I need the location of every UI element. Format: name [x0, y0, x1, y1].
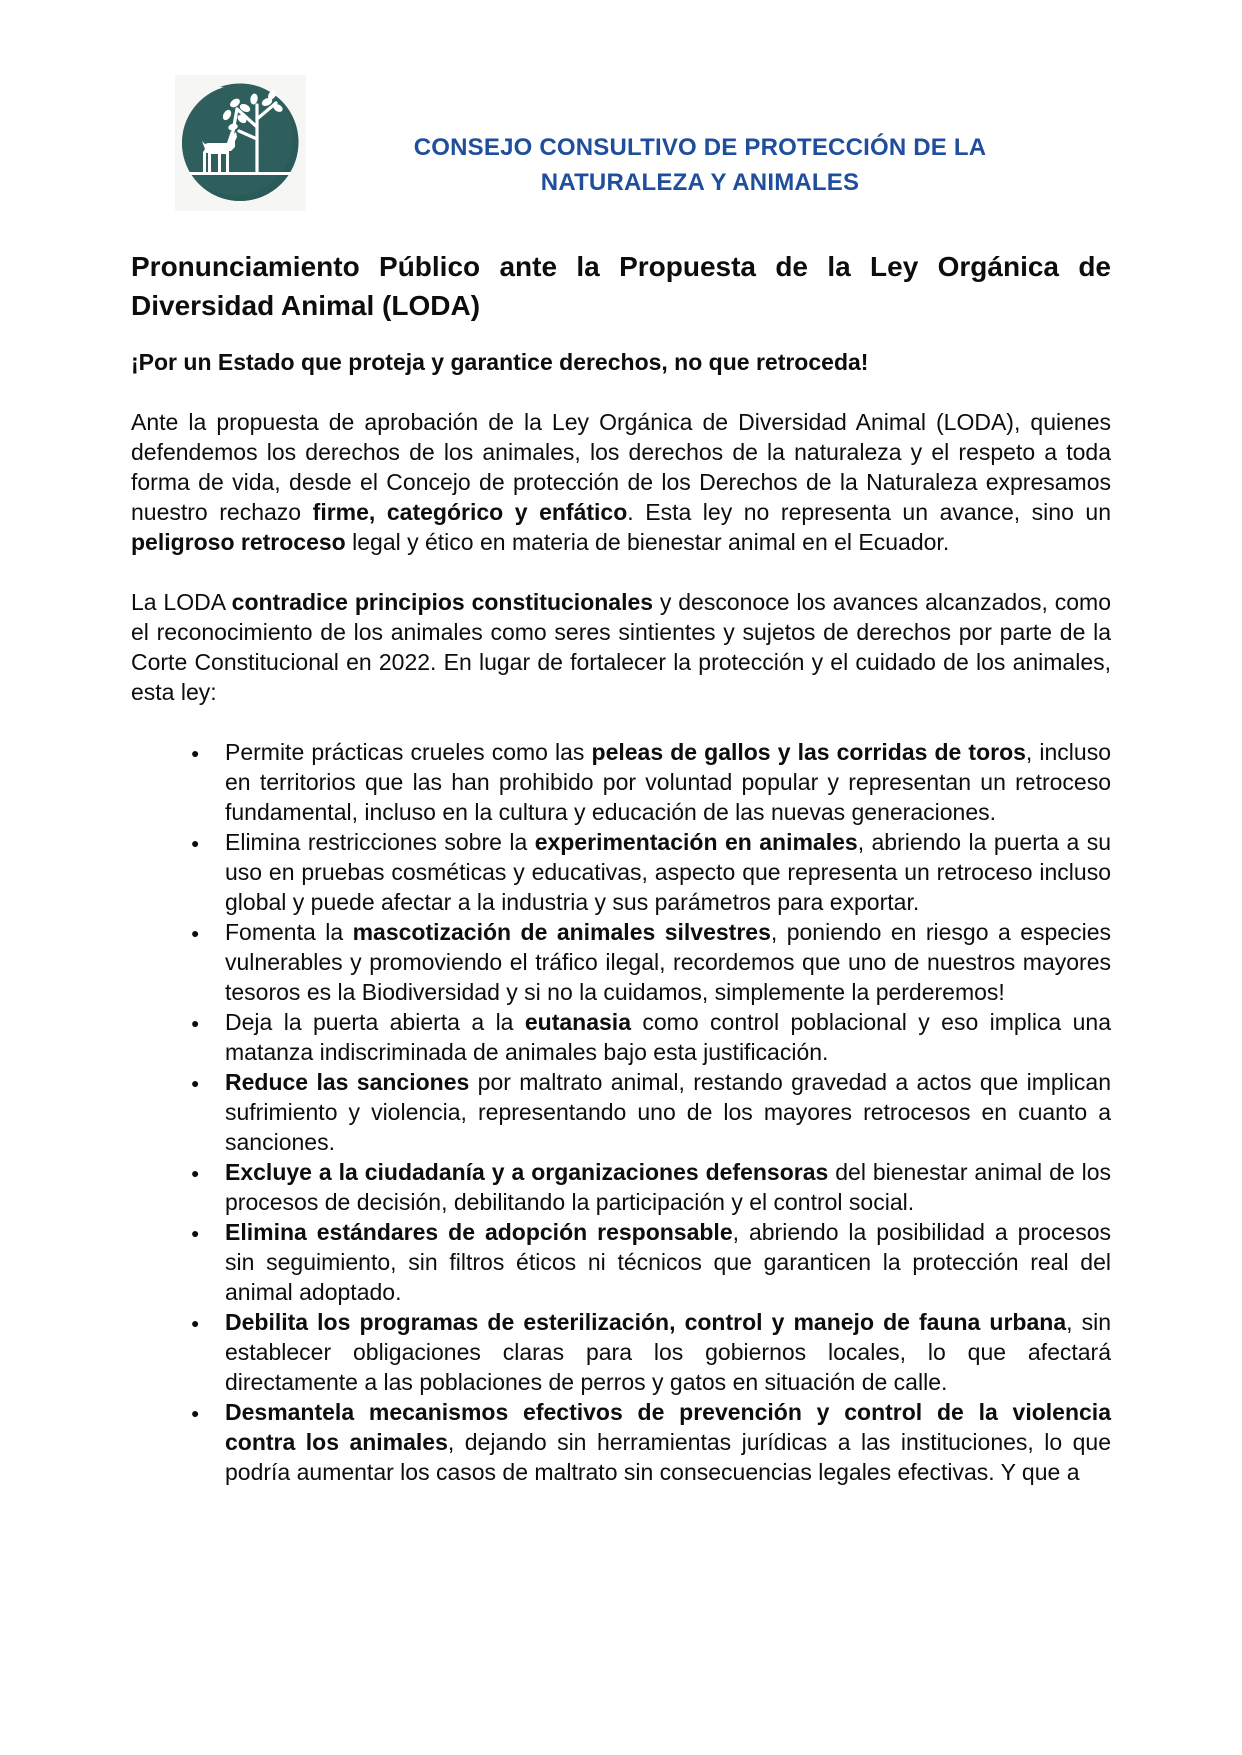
document-subtitle: ¡Por un Estado que proteja y garantice derechos, no que retroceda! — [131, 349, 869, 375]
bullet-item-reduce-sanciones: ● Reduce las sanciones por maltrato animal, restando gravedad a actos que implican sufrimiento y violencia, representando uno de los mayores retrocesos en cuanto a sanciones. — [225, 1067, 1111, 1157]
document-header — [131, 75, 1111, 211]
bullet-item-esterilizacion: ● Debilita los programas de esterilización, control y manejo de fauna urbana, sin establecer obligaciones claras para los gobiernos locales, lo que afectará directamente a las poblaciones de perros y gatos en situación de calle. — [225, 1307, 1111, 1397]
bullet-item-mascotizacion: ● Fomenta la mascotización de animales silvestres, poniendo en riesgo a especies vulnerables y promoviendo el tráfico ilegal, recordemos que uno de nuestros mayores tesoros es la Biodiversidad y si no la cuidamos, simplemente la perderemos! — [225, 917, 1111, 1007]
paragraph-loda-contradice: La LODA contradice principios constitucionales y desconoce los avances alcanzados, como el reconocimiento de los animales como seres sintientes y sujetos de derechos por parte de la Corte Constitucional en 2022. En lugar de fortalecer la protección y el cuidado de los animales, esta ley: — [131, 589, 1111, 705]
bullet-item-peleas-gallos: ● Permite prácticas crueles como las peleas de gallos y las corridas de toros, incluso en territorios que las han prohibido por voluntad popular y representan un retroceso fundamental, incluso en la cultura y educación de las nuevas generaciones. — [225, 737, 1111, 827]
bullet-item-desmantela-mecanismos: ● Desmantela mecanismos efectivos de prevención y control de la violencia contra los animales, dejando sin herramientas jurídicas a las instituciones, lo que podría aumentar los casos de maltrato sin consecuencias legales efectivas. Y que a — [225, 1397, 1111, 1487]
bullet-item-experimentacion: ● Elimina restricciones sobre la experimentación en animales, abriendo la puerta a su uso en pruebas cosméticas y educativas, aspecto que representa un retroceso incluso global y puede afectar a la industria y sus parámetros para exportar. — [225, 827, 1111, 917]
bullet-list — [131, 737, 1111, 1487]
org-name — [390, 130, 1010, 200]
bullet-item-adopcion-responsable: ● Elimina estándares de adopción responsable, abriendo la posibilidad a procesos sin seguimiento, sin filtros éticos ni técnicos que garanticen la protección real del animal adoptado. — [225, 1217, 1111, 1307]
bullet-item-excluye-ciudadania: ● Excluye a la ciudadanía y a organizaciones defensoras del bienestar animal de los procesos de decisión, debilitando la participación y el control social. — [225, 1157, 1111, 1217]
org-logo — [175, 75, 306, 211]
paragraph-intro: Ante la propuesta de aprobación de la Ley Orgánica de Diversidad Animal (LODA), quienes defendemos los derechos de los animales, los derechos de la naturaleza y el respeto a toda forma de vida, desde el Concejo de protección de los Derechos de la Naturaleza expresamos nuestro rechazo firme, categórico y enfático. Esta ley no representa un avance, sino un peligroso retroceso legal y ético en materia de bienestar animal en el Ecuador. — [131, 409, 1112, 555]
org-name-line2: NATURALEZA Y ANIMALES — [540, 169, 860, 196]
document-title: Pronunciamiento Público ante la Propuesta de la Ley Orgánica de Diversidad Animal (LODA) — [131, 251, 1111, 321]
dog-and-tree-logo-icon — [175, 75, 306, 211]
org-name-line1: CONSEJO CONSULTIVO DE PROTECCIÓN DE LA — [413, 134, 987, 161]
bullet-item-eutanasia: ● Deja la puerta abierta a la eutanasia como control poblacional y eso implica una matanza indiscriminada de animales bajo esta justificación. — [225, 1007, 1111, 1067]
